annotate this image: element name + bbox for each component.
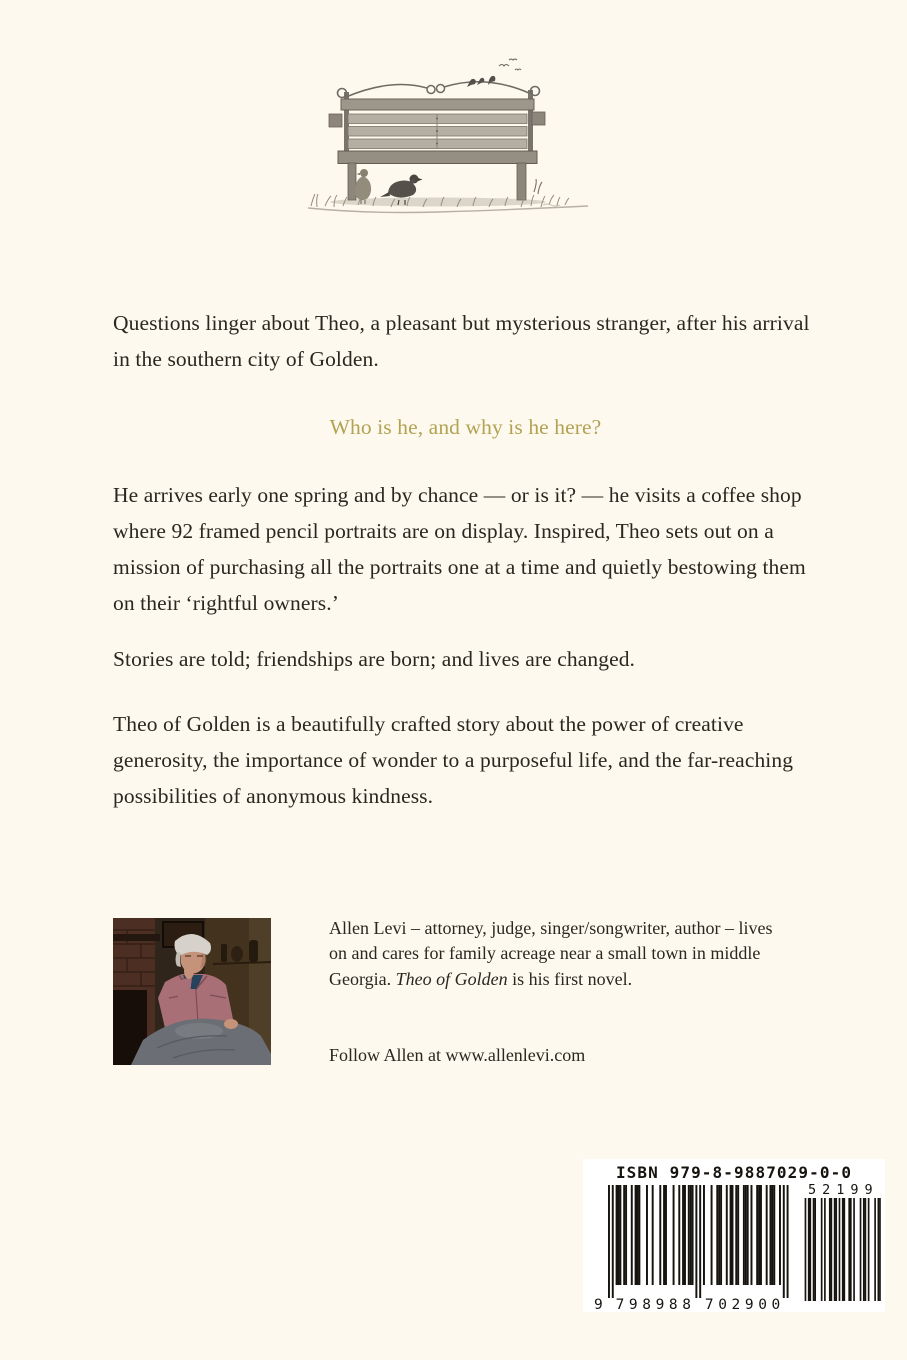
author-bio-text: Allen Levi – attorney, judge, singer/songwriter, author – lives on and cares for family acreage near a small town in middle Georgia. bbox=[329, 918, 773, 989]
svg-text:52199: 52199 bbox=[808, 1183, 879, 1198]
bench-sketch bbox=[308, 59, 588, 213]
barcode-bars-row bbox=[583, 1183, 885, 1313]
synopsis-paragraph-1: Questions linger about Theo, a pleasant but mysterious stranger, after his arrival in the southern city of Golden. bbox=[113, 311, 810, 371]
svg-text:798988: 798988 bbox=[615, 1297, 696, 1313]
isbn-label: ISBN 979-8-9887029-0-0 bbox=[615, 1163, 853, 1182]
flying-birds-icon bbox=[499, 59, 521, 70]
synopsis-paragraph-2: He arrives early one spring and by chance — or is it? — he visits a coffee shop where 92 framed pencil portraits are on display. Inspired, Theo sets out on a mission of purchasing all the portraits one at a time and quietly bestowing them on their ‘rightful owners.’ bbox=[113, 483, 806, 615]
ean13-barcode bbox=[594, 1183, 793, 1313]
follow-author-line: Follow Allen at www.allenlevi.com bbox=[329, 1045, 586, 1065]
author-photo bbox=[113, 918, 271, 1065]
bench-illustration bbox=[303, 52, 595, 218]
tagline-question: Who is he, and why is he here? bbox=[329, 415, 602, 439]
author-bio bbox=[329, 916, 781, 992]
ean5-supplement-barcode bbox=[802, 1183, 883, 1303]
perched-birds-icon bbox=[467, 76, 495, 87]
synopsis-paragraph-3: Stories are told; friendships are born; and lives are changed. bbox=[113, 647, 636, 671]
book-title-italic: Theo of Golden bbox=[395, 968, 508, 989]
barcode-panel bbox=[583, 1159, 885, 1312]
author-bio-text-end: is his first novel. bbox=[507, 968, 633, 989]
svg-text:702900: 702900 bbox=[704, 1297, 785, 1313]
synopsis-paragraph-4: Theo of Golden is a beautifully crafted story about the power of creative generosity, the importance of wonder to a purposeful life, and the far-reaching possibilities of anonymous kindness. bbox=[113, 712, 794, 808]
svg-text:9: 9 bbox=[594, 1297, 603, 1313]
